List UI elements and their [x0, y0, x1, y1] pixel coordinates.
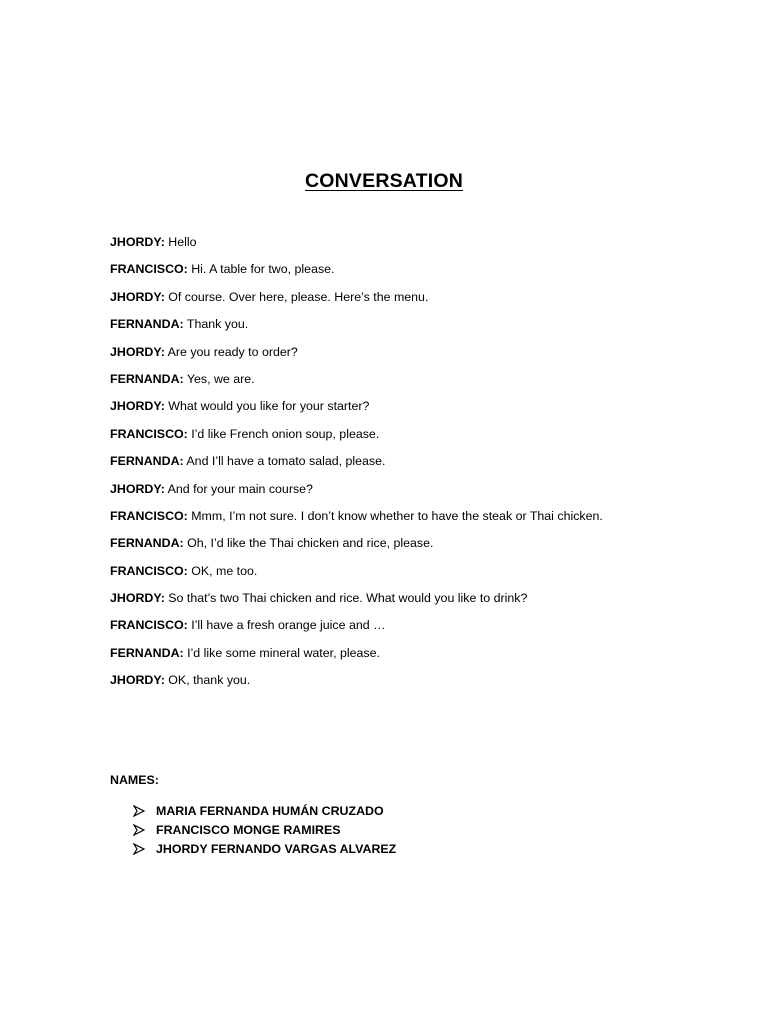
names-heading: NAMES:	[110, 773, 159, 787]
dialogue-line	[110, 289, 730, 316]
arrowhead-bullet-icon	[133, 843, 145, 855]
dialogue-line	[110, 645, 730, 672]
dialogue-line	[110, 344, 730, 371]
speaker-name: FERNANDA:	[110, 371, 184, 386]
dialogue-line	[110, 453, 730, 480]
speaker-name: FRANCISCO:	[110, 618, 188, 633]
speaker-name: FERNANDA:	[110, 454, 184, 469]
dialogue-text: Hello	[164, 235, 197, 249]
dialogue-text: Oh, I’d like the Thai chicken and rice, please.	[183, 536, 434, 551]
dialogue-text: I’ll have a fresh orange juice and …	[187, 618, 386, 633]
speaker-name: FRANCISCO:	[110, 262, 188, 277]
speaker-name: JHORDY:	[110, 481, 165, 496]
page-title: CONVERSATION	[304, 170, 464, 192]
speaker-name: JHORDY:	[110, 399, 165, 414]
dialogue-line	[110, 672, 730, 699]
dialogue-list	[110, 234, 730, 700]
dialogue-line	[110, 590, 730, 617]
dialogue-line	[110, 398, 730, 425]
dialogue-text: And for your main course?	[164, 481, 313, 496]
dialogue-line	[110, 535, 730, 562]
dialogue-line	[110, 426, 730, 453]
speaker-name: JHORDY:	[110, 289, 165, 304]
speaker-name: FRANCISCO:	[110, 508, 188, 523]
dialogue-text: And I’ll have a tomato salad, please.	[183, 454, 386, 469]
arrowhead-bullet-icon	[133, 805, 145, 817]
name-list-item	[133, 801, 396, 820]
speaker-name: FRANCISCO:	[110, 563, 188, 578]
dialogue-line	[110, 261, 730, 288]
dialogue-text: Thank you.	[183, 317, 249, 332]
dialogue-text: What would you like for your starter?	[164, 399, 370, 414]
speaker-name: FRANCISCO:	[110, 426, 188, 441]
dialogue-text: Of course. Over here, please. Here’s the menu.	[164, 289, 429, 304]
student-name: FRANCISCO MONGE RAMIRES	[156, 823, 341, 838]
dialogue-text: Are you ready to order?	[164, 344, 298, 359]
student-name: JHORDY FERNANDO VARGAS ALVAREZ	[156, 842, 397, 857]
dialogue-line	[110, 617, 730, 644]
speaker-name: JHORDY:	[110, 673, 165, 688]
dialogue-line	[110, 316, 730, 343]
arrowhead-bullet-icon	[133, 824, 145, 836]
dialogue-text: OK, thank you.	[164, 673, 251, 688]
dialogue-text: I’d like French onion soup, please.	[187, 426, 380, 441]
dialogue-text: I’d like some mineral water, please.	[183, 645, 380, 660]
name-list-item	[133, 840, 396, 859]
dialogue-text: OK, me too.	[187, 563, 258, 578]
dialogue-line	[110, 234, 730, 261]
student-name: MARIA FERNANDA HUMÁN CRUZADO	[156, 803, 384, 818]
dialogue-line	[110, 481, 730, 508]
speaker-name: JHORDY:	[110, 344, 165, 359]
dialogue-text: So that’s two Thai chicken and rice. What would you like to drink?	[164, 591, 528, 606]
speaker-name: JHORDY:	[110, 235, 165, 249]
names-list	[133, 801, 396, 859]
dialogue-line	[110, 371, 730, 398]
speaker-name: FERNANDA:	[110, 536, 184, 551]
dialogue-text: Hi. A table for two, please.	[187, 262, 335, 277]
dialogue-line	[110, 563, 730, 590]
speaker-name: FERNANDA:	[110, 317, 184, 332]
name-list-item	[133, 820, 396, 839]
dialogue-text: Mmm, I’m not sure. I don’t know whether to have the steak or Thai chicken.	[187, 508, 603, 523]
speaker-name: JHORDY:	[110, 591, 165, 606]
dialogue-line	[110, 508, 730, 535]
dialogue-text: Yes, we are.	[183, 371, 255, 386]
speaker-name: FERNANDA:	[110, 645, 184, 660]
